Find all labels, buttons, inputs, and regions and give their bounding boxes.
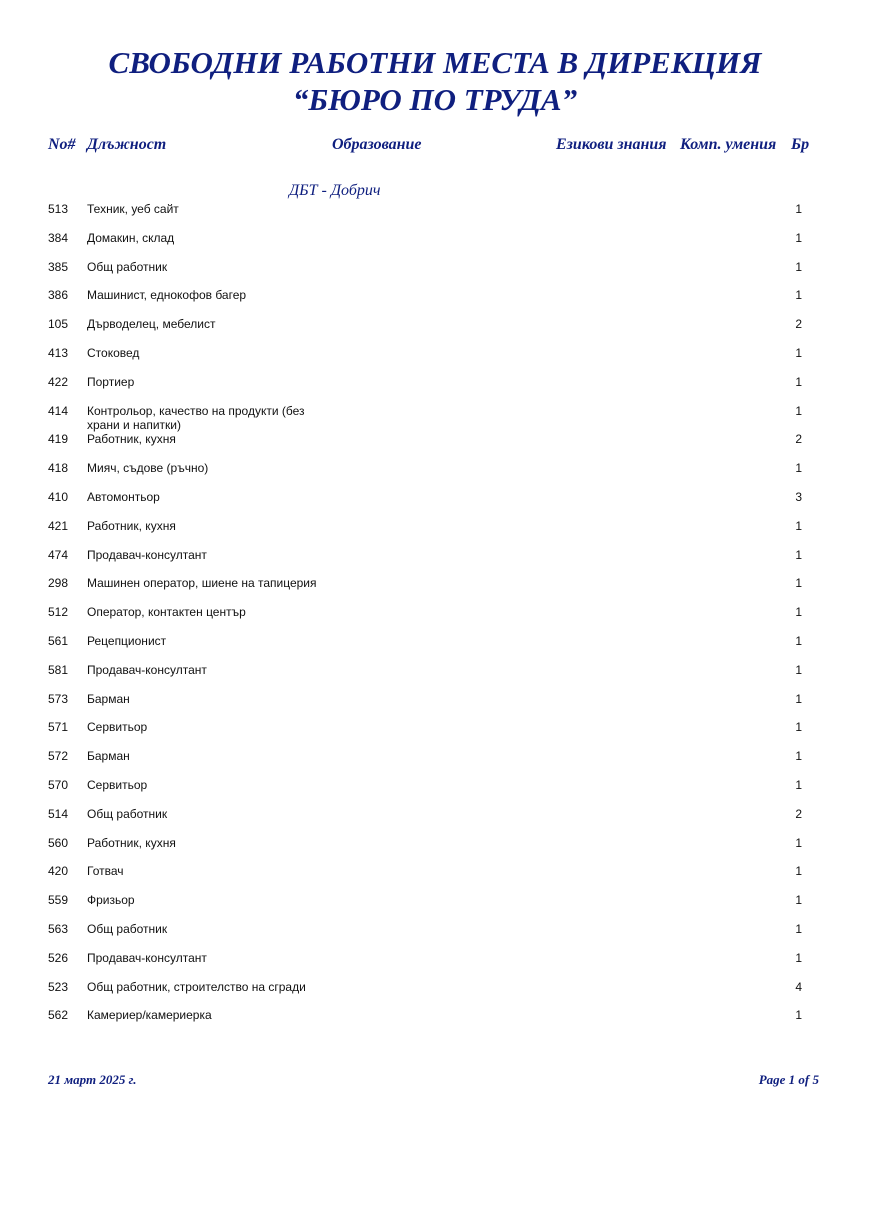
row-position: Стоковед — [87, 346, 140, 360]
row-count: 1 — [795, 864, 802, 879]
footer-page-number: Page 1 of 5 — [758, 1072, 819, 1087]
row-position: Продавач-консултант — [87, 662, 207, 677]
footer-date: 21 март 2025 г. — [48, 1072, 137, 1087]
header-education: Образование — [332, 136, 422, 153]
row-count: 1 — [795, 605, 802, 620]
row-position: Техник, уеб сайт — [87, 202, 179, 216]
row-position: Работник, кухня — [87, 518, 176, 533]
row-position: Домакин, склад — [87, 230, 175, 245]
row-count: 1 — [795, 835, 802, 850]
row-number: 385 — [48, 259, 69, 274]
row-count: 1 — [795, 346, 802, 360]
row-position: Сервитьор — [87, 778, 148, 792]
office-section-label: ДБТ - Добрич — [289, 182, 381, 199]
row-position: Машинен оператор, шиене на тапицерия — [87, 576, 317, 591]
row-position: Продавач-консултант — [87, 547, 207, 562]
row-position: Дърводелец, мебелист — [87, 317, 216, 332]
header-position: Длъжност — [87, 136, 167, 153]
row-number: 418 — [48, 461, 69, 476]
row-number: 512 — [48, 605, 69, 620]
row-number: 561 — [48, 634, 69, 648]
row-number: 384 — [48, 230, 69, 245]
row-position: Общ работник, строителство на сгради — [87, 979, 306, 994]
row-count: 1 — [795, 749, 802, 764]
row-number: 421 — [48, 518, 69, 533]
row-position: Мияч, съдове (ръчно) — [87, 461, 209, 476]
row-count: 1 — [795, 691, 802, 706]
row-position: Продавач-консултант — [87, 950, 207, 965]
row-position: Машинист, еднокофов багер — [87, 288, 247, 303]
row-count: 1 — [795, 1008, 802, 1023]
row-number: 572 — [48, 749, 69, 764]
row-number: 581 — [48, 662, 69, 677]
row-number: 298 — [48, 576, 69, 591]
row-position: Автомонтьор — [87, 490, 160, 504]
row-position: Общ работник — [87, 806, 168, 821]
row-position: Портиер — [87, 374, 135, 389]
header-languages: Езикови знания — [556, 136, 667, 153]
row-count: 1 — [795, 778, 802, 792]
row-count: 1 — [795, 893, 802, 908]
header-count: Бр — [791, 136, 810, 153]
row-count: 1 — [795, 374, 802, 389]
row-number: 560 — [48, 835, 69, 850]
row-count: 1 — [795, 634, 802, 648]
row-number: 571 — [48, 720, 69, 735]
row-count: 1 — [795, 922, 802, 936]
row-count: 2 — [795, 317, 802, 332]
row-number: 562 — [48, 1008, 69, 1023]
row-number: 559 — [48, 893, 69, 908]
row-position: Барман — [87, 691, 130, 706]
page-title-line-2: “БЮРО ПО ТРУДА” — [292, 82, 578, 117]
row-count: 1 — [795, 230, 802, 245]
row-count: 1 — [795, 547, 802, 562]
row-number: 105 — [48, 317, 69, 332]
page-title-line-1: СВОБОДНИ РАБОТНИ МЕСТА В ДИРЕКЦИЯ — [108, 45, 762, 80]
row-count: 1 — [795, 403, 802, 418]
row-number: 413 — [48, 346, 69, 360]
row-count: 1 — [795, 950, 802, 965]
row-count: 3 — [795, 490, 802, 504]
row-number: 570 — [48, 778, 69, 792]
header-no: No# — [48, 136, 76, 153]
row-count: 1 — [795, 576, 802, 591]
row-count: 4 — [795, 979, 802, 994]
row-number: 420 — [48, 864, 69, 879]
row-count: 1 — [795, 202, 802, 216]
row-position: Камериер/камериерка — [87, 1008, 212, 1023]
row-number: 526 — [48, 950, 69, 965]
header-computer-skills: Комп. умения — [680, 136, 777, 153]
row-count: 1 — [795, 662, 802, 677]
row-position: Готвач — [87, 864, 124, 879]
row-position: Барман — [87, 749, 130, 764]
row-number: 474 — [48, 547, 69, 562]
row-number: 386 — [48, 288, 69, 303]
row-number: 422 — [48, 374, 69, 389]
row-number: 573 — [48, 691, 69, 706]
row-position: Контрольор, качество на продукти (без храни и напитки) — [87, 403, 305, 432]
row-count: 2 — [795, 806, 802, 821]
row-position: Общ работник — [87, 259, 168, 274]
row-position: Работник, кухня — [87, 432, 176, 447]
row-number: 514 — [48, 806, 69, 821]
row-position: Рецепционист — [87, 634, 167, 648]
row-number: 419 — [48, 432, 69, 447]
row-number: 513 — [48, 202, 69, 216]
row-count: 2 — [795, 432, 802, 447]
row-count: 1 — [795, 288, 802, 303]
row-number: 523 — [48, 979, 69, 994]
row-position: Сервитьор — [87, 720, 148, 735]
row-position: Фризьор — [87, 893, 135, 908]
row-count: 1 — [795, 720, 802, 735]
row-count: 1 — [795, 461, 802, 476]
row-number: 410 — [48, 490, 69, 504]
row-position: Общ работник — [87, 922, 168, 936]
row-count: 1 — [795, 259, 802, 274]
row-number: 414 — [48, 403, 69, 418]
row-count: 1 — [795, 518, 802, 533]
row-position: Работник, кухня — [87, 835, 176, 850]
row-position: Оператор, контактен център — [87, 605, 246, 620]
row-number: 563 — [48, 922, 69, 936]
